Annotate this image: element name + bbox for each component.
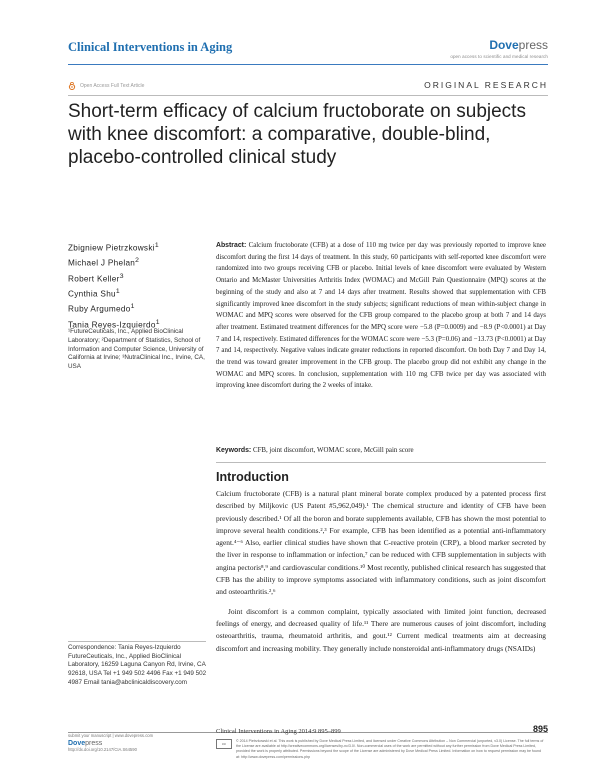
journal-name[interactable]: Clinical Interventions in Aging (68, 40, 233, 54)
abstract-divider (216, 462, 546, 463)
section-label: ORIGINAL RESEARCH (424, 80, 548, 90)
license-text: © 2014 Pietrzkowski et al. This work is published by Dove Medical Press Limited, and licensed under Creative Commons Attribution – Non Commercial (unported, v3.0) License. The full terms of the License are available at http://creativecommons.org/licenses/by-nc/3.0/. Non-commercial uses of the work are permitted without any further permission from Dove Medical Press Limited, provided the work is properly attributed. Permissions beyond the scope of the License are administered by Dove Medical Press Limited. Information on how to request permission may be found at: http://www.dovepress.com/permissions.php (236, 739, 544, 759)
intro-paragraph-1: Calcium fructoborate (CFB) is a natural plant mineral borate complex produced by a patented process first described by Miljkovic (US Patent #5,962,049).¹ The chemical structure and identity of CFB have been previously described.¹ Of all the boron and borate supplements available, CFB has shown the most potential to improve several health conditions.²,³ For example, CFB has been identified as a potential anti-inflammatory agent.⁴⁻⁶ Also, earlier clinical studies have shown that C-reactive protein (CRP), a blood marker secreted by the liver in response to inflammation or infection,⁷ can be reduced with CFB supplementation in subjects with angina pectoris⁸,⁹ and cardiovascular conditions.¹⁰ Most recently, published clinical research has suggested that CFB has the ability to improve symptoms associated with inflammatory conditions, such as joint discomfort and osteoarthritis.²,⁶ (216, 489, 546, 597)
publisher-brand: Dove (489, 38, 519, 52)
footer-citation: Clinical Interventions in Aging 2014:9 895–899 (216, 728, 341, 735)
abstract-text: Calcium fructoborate (CFB) at a dose of 110 mg twice per day was previously reported to improve knee discomfort during the first 14 days of treatment. In this study, 60 participants with self-reported knee discomfort were randomized into two groups receiving CFB or placebo. Initial levels of knee discomfort were evaluated by Western Ontario and McMaster Universities Arthritis Index (WOMAC) and McGill Pain Questionnaire (MPQ) scores at the beginning of the study and also at 7 and 14 days after treatment. Results showed that supplementation with CFB significantly improved knee discomfort in the study subjects; significant reductions of mean within-subject change in WOMAC and MPQ scores were observed for the CFB group compared to the placebo group at both 7 and 14 days after treatment. Estimated treatment differences for the MPQ score were −5.8 (P=0.0009) and −8.9 (P<0.0001) at Day 7 and 14, respectively. Estimated differences for the WOMAC score were −5.3 (P=0.06) and −13.73 (P<0.0001) at Day 7 and 14, respectively. Negative values indicate greater reductions in reported discomfort. On both Day 7 and Day 14, the trend was toward greater improvement in the CFB group. The placebo group did not exhibit any change in the WOMAC and MPQ scores. In conclusion, supplementation with 110 mg CFB twice per day was associated with improving knee discomfort during the 2 weeks of intake. (216, 242, 546, 390)
author-item[interactable]: Robert Keller$^3$ (68, 272, 124, 284)
affiliations: ¹FutureCeuticals, Inc., Applied BioClinical Laboratory; ²Department of Statistics, School of Information and Computer Science, University of California at Irvine; ³NutraClinical Inc., Irvine, CA, USA (68, 328, 205, 371)
introduction-body (216, 488, 546, 655)
open-access-lock-icon (68, 82, 76, 90)
article-title: Short-term efficacy of calcium fructoborate on subjects with knee discomfort: a comparative, double-blind, placebo-controlled clinical study (68, 101, 526, 168)
license-notice (216, 739, 546, 760)
author-item[interactable]: Cynthia Shu$^1$ (68, 287, 121, 299)
correspondence-divider (68, 641, 206, 642)
page-number: 895 (532, 724, 548, 734)
publisher-press: press (518, 38, 548, 52)
open-access-badge (68, 82, 144, 90)
author-item[interactable]: Ruby Argumedo$^1$ (68, 303, 135, 315)
author-list (68, 240, 208, 332)
footer-left (68, 733, 208, 753)
header-divider (68, 64, 548, 65)
keywords (216, 446, 546, 456)
author-item[interactable]: Tania Reyes-Izquierdo$^1$ (68, 318, 160, 330)
introduction-heading: Introduction (216, 470, 289, 484)
abstract-label: Abstract: (216, 242, 247, 249)
intro-paragraph-2: Joint discomfort is a common complaint, typically associated with limited joint function, decreased feelings of energy, and decreased quality of life.¹¹ There are numerous causes of joint discomfort, including osteoarthritis, trauma, rheumatoid arthritis, and gout.¹² Current medical treatments aim at decreasing discomfort and increasing mobility. They generally include nonsteroidal anti-inflammatory drugs (NSAIDs) (216, 606, 546, 653)
publisher-logo[interactable] (450, 38, 548, 59)
abstract (216, 240, 546, 392)
doi-link[interactable]: http://dx.doi.org/10.2147/CIA.S64590 (68, 747, 137, 752)
keywords-label: Keywords: (216, 447, 252, 454)
submit-link[interactable]: submit your manuscript | www.dovepress.com (68, 733, 154, 738)
keywords-text: CFB, joint discomfort, WOMAC score, McGill pain score (252, 447, 414, 454)
correspondence: Correspondence: Tania Reyes-Izquierdo FutureCeuticals, Inc., Applied BioClinical Laboratory, 16259 Laguna Canyon Rd, Irvine, CA 92618, USA Tel +1 949 502 4496 Fax +1 949 502 4987 Email tania@abclinicaldiscovery.com (68, 644, 207, 686)
title-divider (68, 95, 548, 96)
author-item[interactable]: Michael J Phelan$^2$ (68, 257, 140, 269)
creative-commons-icon[interactable]: cc (216, 739, 232, 749)
author-item[interactable]: Zbigniew Pietrzkowski$^1$ (68, 242, 159, 253)
footer-publisher-logo[interactable]: Dovepress (68, 740, 103, 747)
publisher-tagline: open access to scientific and medical research (450, 54, 548, 59)
open-access-label: Open Access Full Text Article (80, 83, 145, 89)
